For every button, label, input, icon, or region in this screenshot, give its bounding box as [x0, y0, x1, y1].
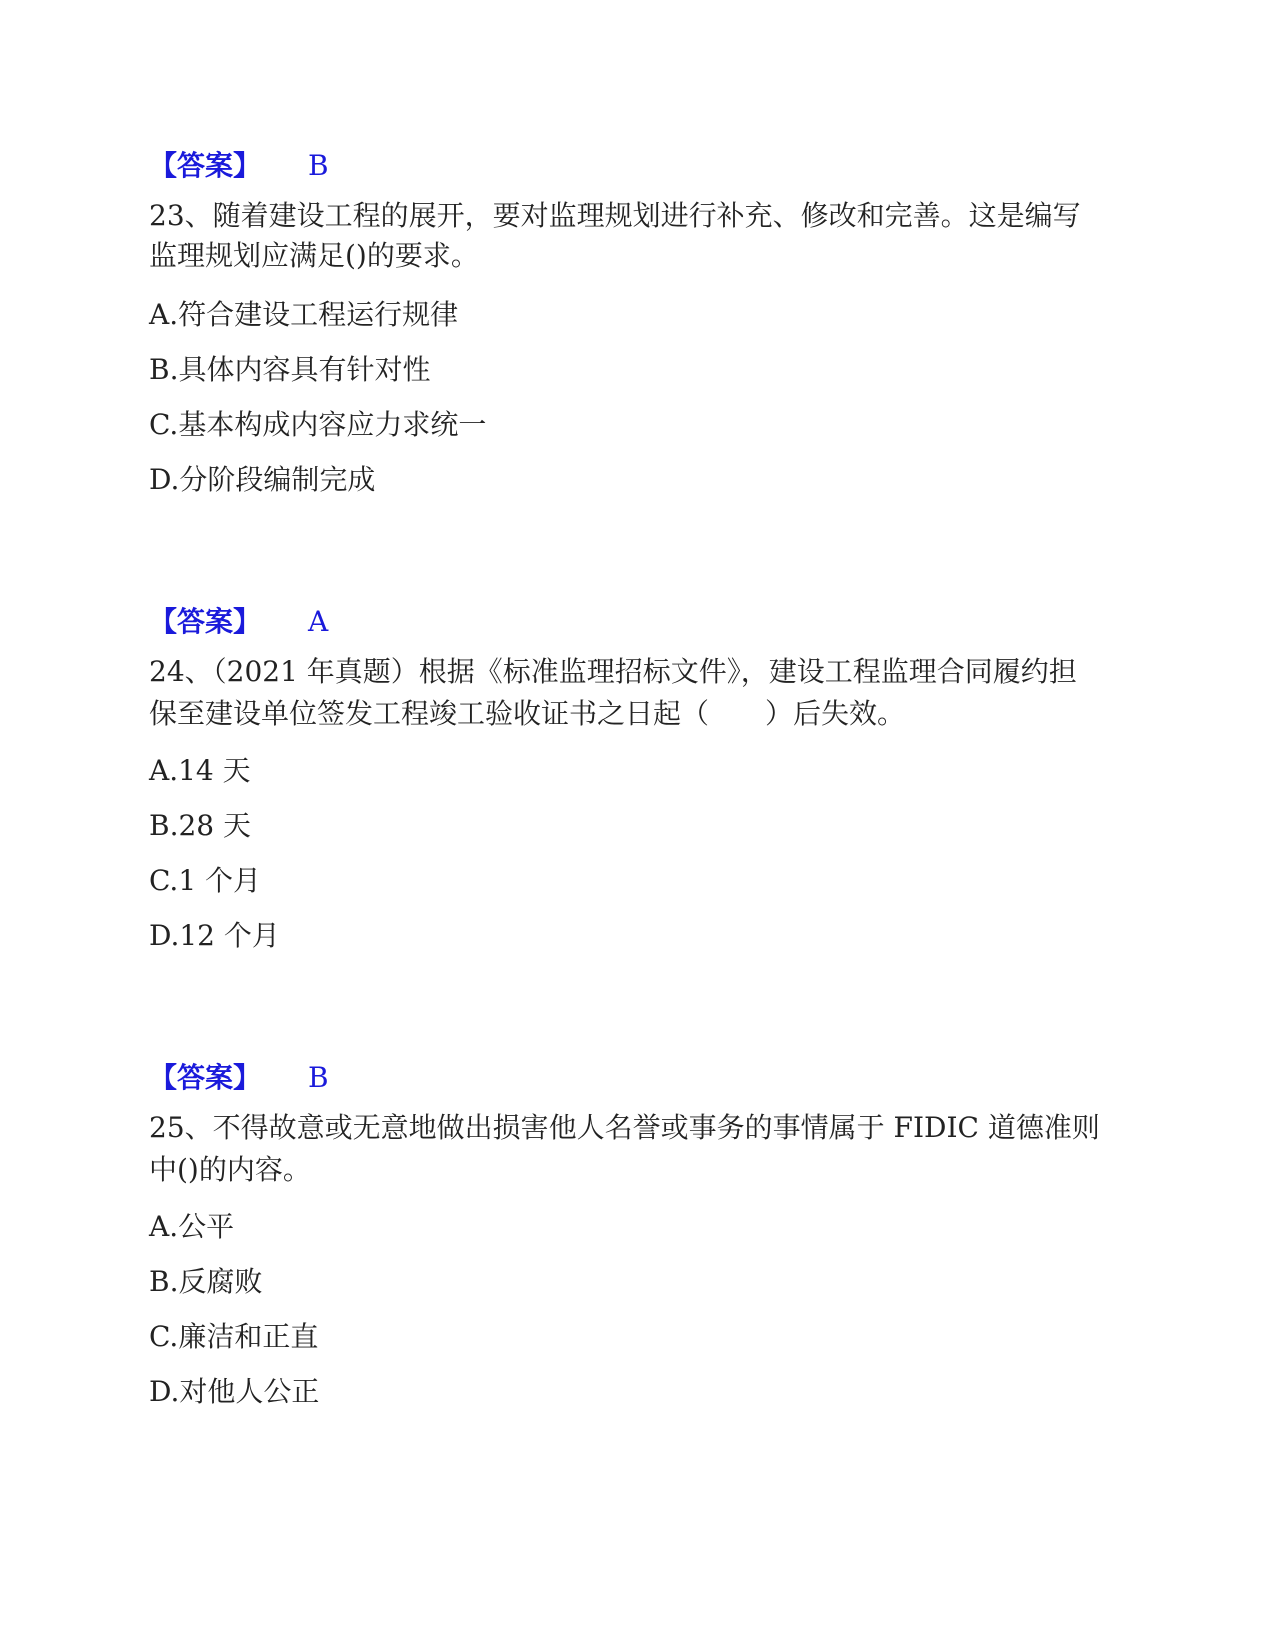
question-text-line: 监理规划应满足()的要求。	[149, 239, 479, 272]
option-d: D.分阶段编制完成	[149, 463, 376, 496]
answer-label: 【答案】	[149, 149, 262, 182]
option-a: A.符合建设工程运行规律	[149, 298, 459, 331]
option-c: C.1 个月	[149, 864, 262, 897]
answer-value: B	[308, 149, 329, 182]
option-b: B.28 天	[149, 809, 252, 842]
question-text-line: 25、不得故意或无意地做出损害他人名誉或事务的事情属于 FIDIC 道德准则	[149, 1111, 1100, 1144]
option-d: D.12 个月	[149, 919, 280, 952]
option-d: D.对他人公正	[149, 1375, 320, 1408]
question-text-line: 24、（2021 年真题）根据《标准监理招标文件》，建设工程监理合同履约担	[149, 655, 1077, 688]
answer-row	[149, 146, 329, 186]
answer-row	[149, 602, 329, 642]
question-text-line: 23、随着建设工程的展开，要对监理规划进行补充、修改和完善。这是编写	[149, 199, 1081, 232]
answer-value: B	[308, 1061, 329, 1094]
option-c: C.廉洁和正直	[149, 1320, 319, 1353]
option-c: C.基本构成内容应力求统一	[149, 408, 487, 441]
option-b: B.具体内容具有针对性	[149, 353, 431, 386]
question-text-line: 中()的内容。	[149, 1153, 311, 1186]
option-a: A.14 天	[149, 754, 251, 787]
answer-value: A	[308, 605, 329, 638]
option-a: A.公平	[149, 1210, 235, 1243]
option-b: B.反腐败	[149, 1265, 263, 1298]
question-text-line: 保至建设单位签发工程竣工验收证书之日起（ ）后失效。	[149, 697, 906, 730]
answer-row	[149, 1058, 329, 1098]
answer-label: 【答案】	[149, 605, 262, 638]
answer-label: 【答案】	[149, 1061, 262, 1094]
